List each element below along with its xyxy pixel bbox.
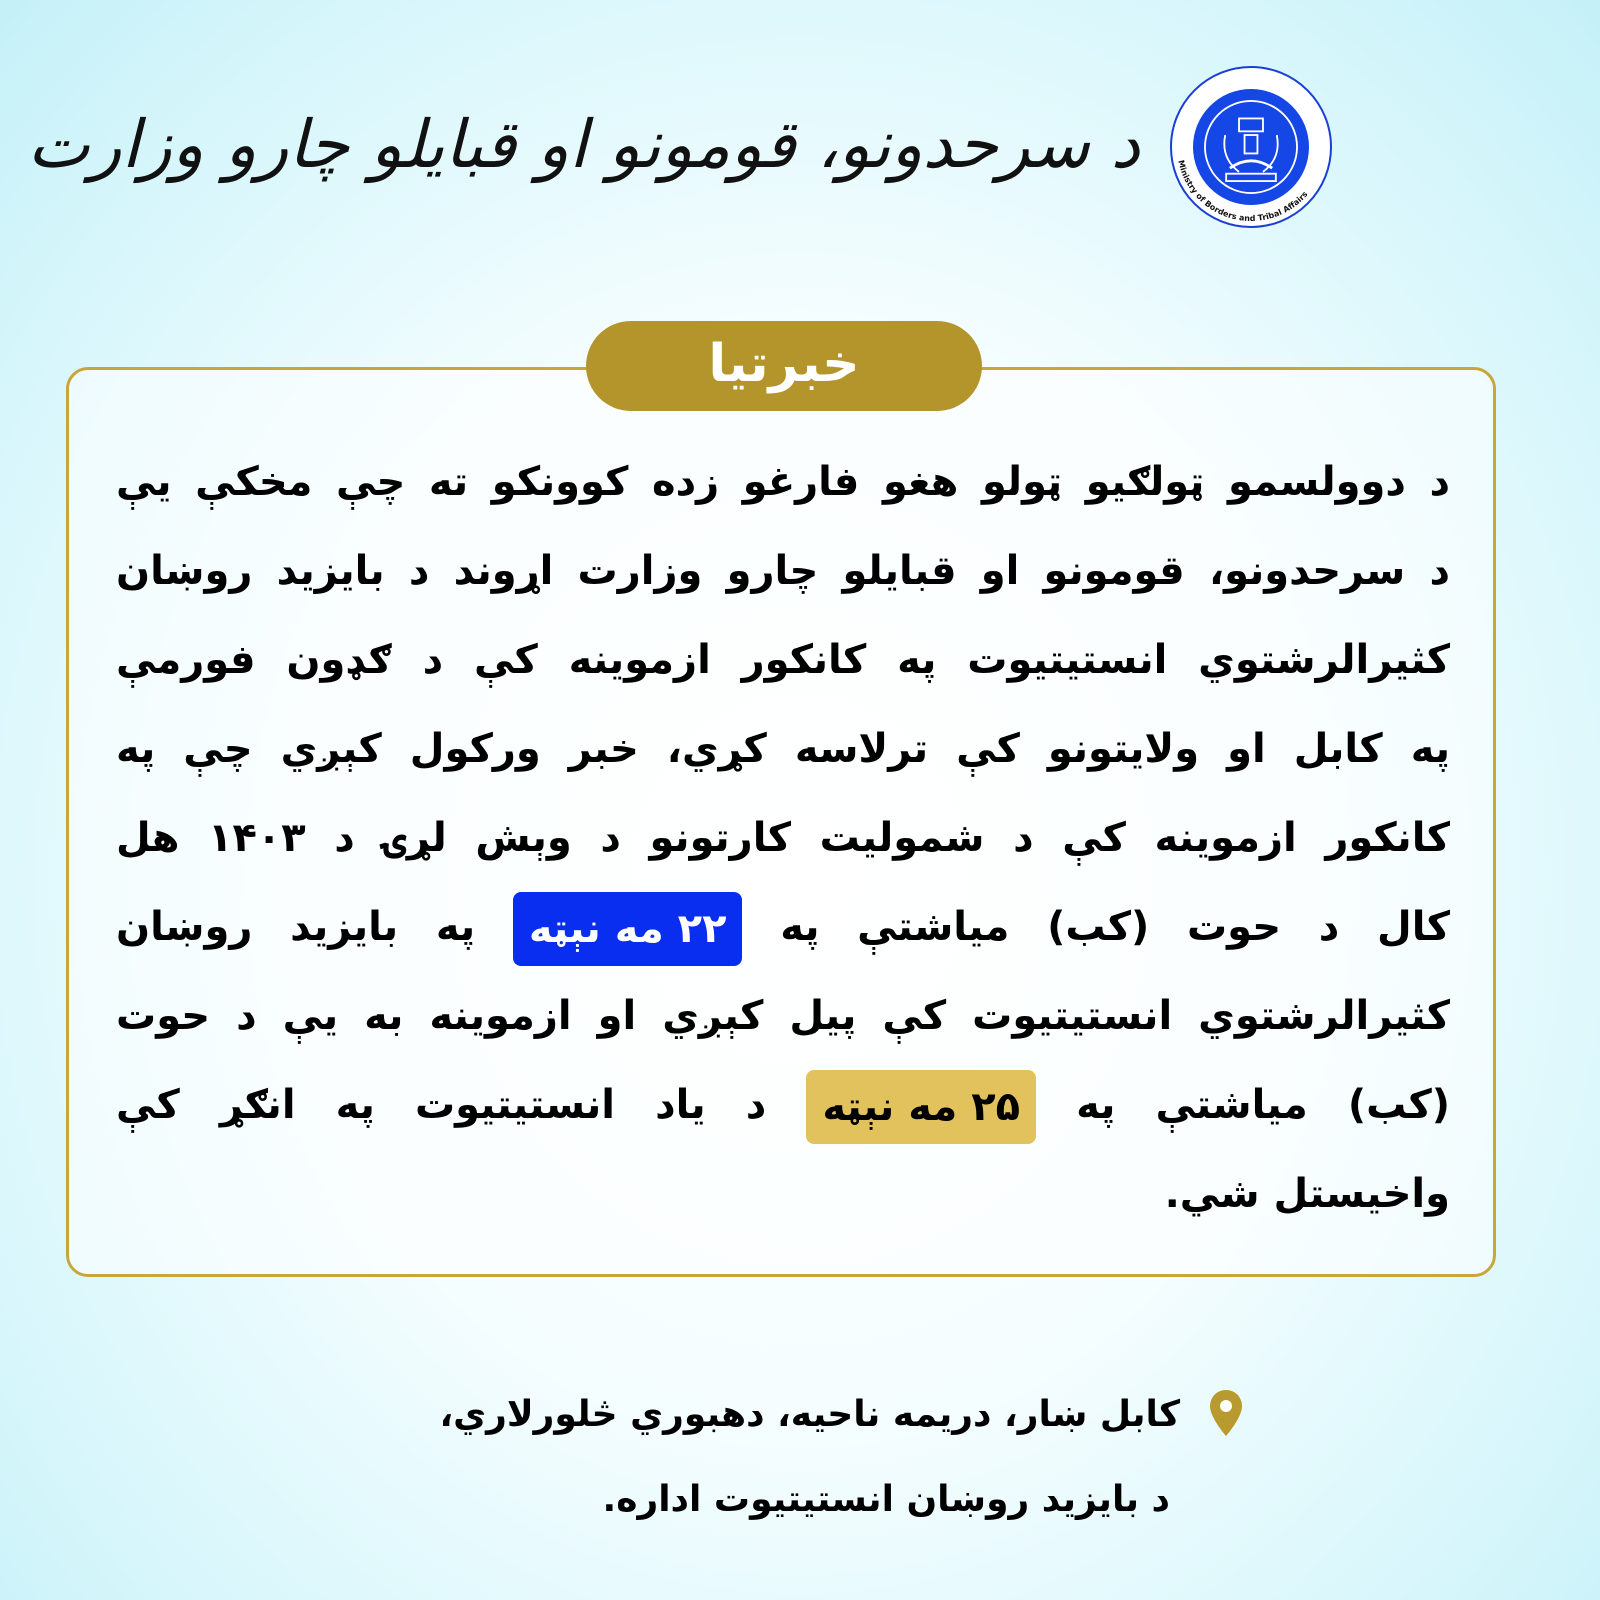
body-text-segment: (کب) میاشتې په bbox=[1076, 1082, 1450, 1128]
svg-text:Ministry of Borders and Tribal: Ministry of Borders and Tribal Affairs bbox=[1176, 159, 1310, 224]
body-text-segment: د یاد انستیتیوت په انګړ کې bbox=[116, 1082, 767, 1128]
body-line: کثیرالرشتوي انستیتیوت په کانکور ازموینه کې د ګډون فورمې bbox=[116, 637, 1450, 683]
body-text-segment: کال د حوت (کب) میاشتې په bbox=[780, 904, 1450, 950]
body-text-segment: په بایزید روښان bbox=[116, 904, 476, 950]
body-line: کانکور ازموینه کې د شمولیت کارتونو د وېش لړۍ د ۱۴۰۳ هل bbox=[116, 815, 1450, 861]
date-highlight-22: ۲۲ مه نېټه bbox=[513, 892, 743, 966]
address-line-2: د بایزید روښان انستیتیوت اداره. bbox=[602, 1479, 1170, 1520]
news-badge: خبرتیا bbox=[586, 321, 982, 411]
ministry-logo bbox=[1170, 66, 1332, 228]
body-line: د دوولسمو ټولګیو ټولو هغو فارغو زده کوونکو ته چې مخکې یې bbox=[116, 459, 1450, 505]
location-pin-icon bbox=[1208, 1388, 1244, 1438]
body-line bbox=[116, 1061, 1450, 1150]
ministry-title: د سرحدونو، قومونو او قبایلو چارو وزارت bbox=[27, 106, 1140, 183]
date-highlight-25: ۲۵ مه نېټه bbox=[806, 1070, 1036, 1144]
body-line: په کابل او ولایتونو کې ترلاسه کړي، خبر ورکول کېږي چې په bbox=[116, 726, 1450, 772]
body-line: کثیرالرشتوي انستیتیوت کې پیل کېږي او ازموینه به یې د حوت bbox=[116, 993, 1450, 1039]
announcement-body bbox=[116, 438, 1450, 1239]
logo-ring-text bbox=[1172, 68, 1330, 226]
body-line: واخیستل شي. bbox=[1164, 1171, 1450, 1217]
body-line: د سرحدونو، قومونو او قبایلو چارو وزارت اړوند د بایزید روښان bbox=[116, 548, 1450, 594]
body-line bbox=[116, 883, 1450, 972]
address-line-1: کابل ښار، دریمه ناحیه، دهبوري څلورلاري، bbox=[439, 1394, 1180, 1435]
address bbox=[300, 1380, 1180, 1540]
